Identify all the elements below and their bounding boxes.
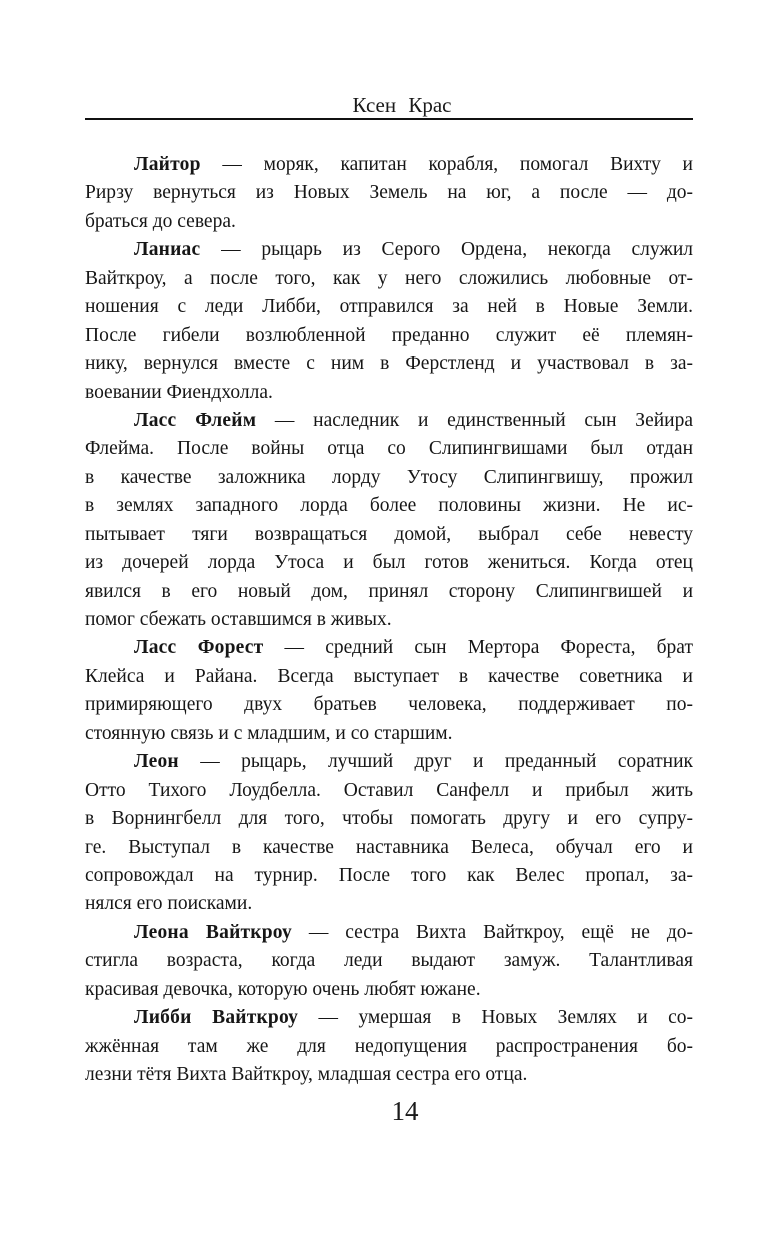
text-line: в качестве заложника лорду Утосу Слипингвишу, прожил <box>85 466 693 488</box>
text-line: После гибели возлюбленной преданно служит её племян- <box>85 324 693 346</box>
text-line: стоянную связь и с младшим, и со старшим. <box>85 722 453 744</box>
text-line: ге. Выступал в качестве наставника Велеса, обучал его и <box>85 836 693 858</box>
entry-term: Ласс Флейм <box>134 409 257 431</box>
text-line: помог сбежать оставшимся в живых. <box>85 609 392 630</box>
text-line: браться до севера. <box>85 210 236 232</box>
text-line: сопровождал на турнир. После того как Велес пропал, за- <box>85 864 693 886</box>
text-line: нику, вернулся вместе с ним в Ферстленд и участвовал в за- <box>85 353 693 375</box>
entry-term: Ласс Форест <box>134 637 264 659</box>
text-line: лезни тётя Вихта Вайткроу, младшая сестра его отца. <box>85 1064 528 1085</box>
glossary-entries <box>85 151 693 1089</box>
text-line: Леон — рыцарь, лучший друг и преданный соратник <box>134 751 693 773</box>
running-head-title: Ксен Крас <box>352 93 452 117</box>
entry-term: Лайтор <box>134 154 201 175</box>
text-line: нялся его поисками. <box>85 893 253 915</box>
text-line: стигла возраста, когда леди выдают замуж. Талантливая <box>85 950 693 972</box>
entry-term: Ланиас <box>134 239 201 261</box>
entry-term: Либби Вайткроу <box>134 1007 299 1029</box>
text-line: жжённая там же для недопущения распространения бо- <box>85 1035 693 1057</box>
header-rule <box>85 118 693 120</box>
text-line: Ласс Форест — средний сын Мертора Фореста, брат <box>134 637 693 659</box>
text-line: Клейса и Райана. Всегда выступает в качестве советника и <box>85 665 693 687</box>
page-number: 14 <box>391 1096 419 1126</box>
text-line: Вайткроу, а после того, как у него сложились любовные от- <box>85 267 693 289</box>
text-line: Ласс Флейм — наследник и единственный сын Зейира <box>134 409 693 431</box>
entry-term: Леона Вайткроу <box>134 921 292 943</box>
text-line: Флейма. После войны отца со Слипингвишами был отдан <box>85 438 693 460</box>
text-line: примиряющего двух братьев человека, поддерживает по- <box>85 694 693 716</box>
text-line: Лайтор — моряк, капитан корабля, помогал Вихту и <box>134 154 693 175</box>
text-line: красивая девочка, которую очень любят южане. <box>85 978 481 1000</box>
text-line: пытывает тяги возвращаться домой, выбрал себе невесту <box>85 523 693 545</box>
text-line: Либби Вайткроу — умершая в Новых Землях и со- <box>134 1007 693 1029</box>
entry-term: Леон <box>134 751 179 773</box>
text-line: в землях западного лорда более половины жизни. Не ис- <box>85 495 693 517</box>
text-line: ношения с леди Либби, отправился за ней в Новые Земли. <box>85 296 693 318</box>
text-line: из дочерей лорда Утоса и был готов жениться. Когда отец <box>85 552 693 574</box>
text-line: Ланиас — рыцарь из Серого Ордена, некогда служил <box>134 239 693 261</box>
text-line: воевании Фиендхолла. <box>85 381 273 403</box>
text-line: Леона Вайткроу — сестра Вихта Вайткроу, ещё не до- <box>134 921 693 943</box>
text-line: в Ворнингбелл для того, чтобы помогать другу и его супру- <box>85 808 693 830</box>
text-line: Рирзу вернуться из Новых Земель на юг, а после — до- <box>85 182 693 204</box>
text-line: явился в его новый дом, принял сторону Слипингвишей и <box>85 580 693 602</box>
text-line: Отто Тихого Лоудбелла. Оставил Санфелл и прибыл жить <box>85 779 693 801</box>
